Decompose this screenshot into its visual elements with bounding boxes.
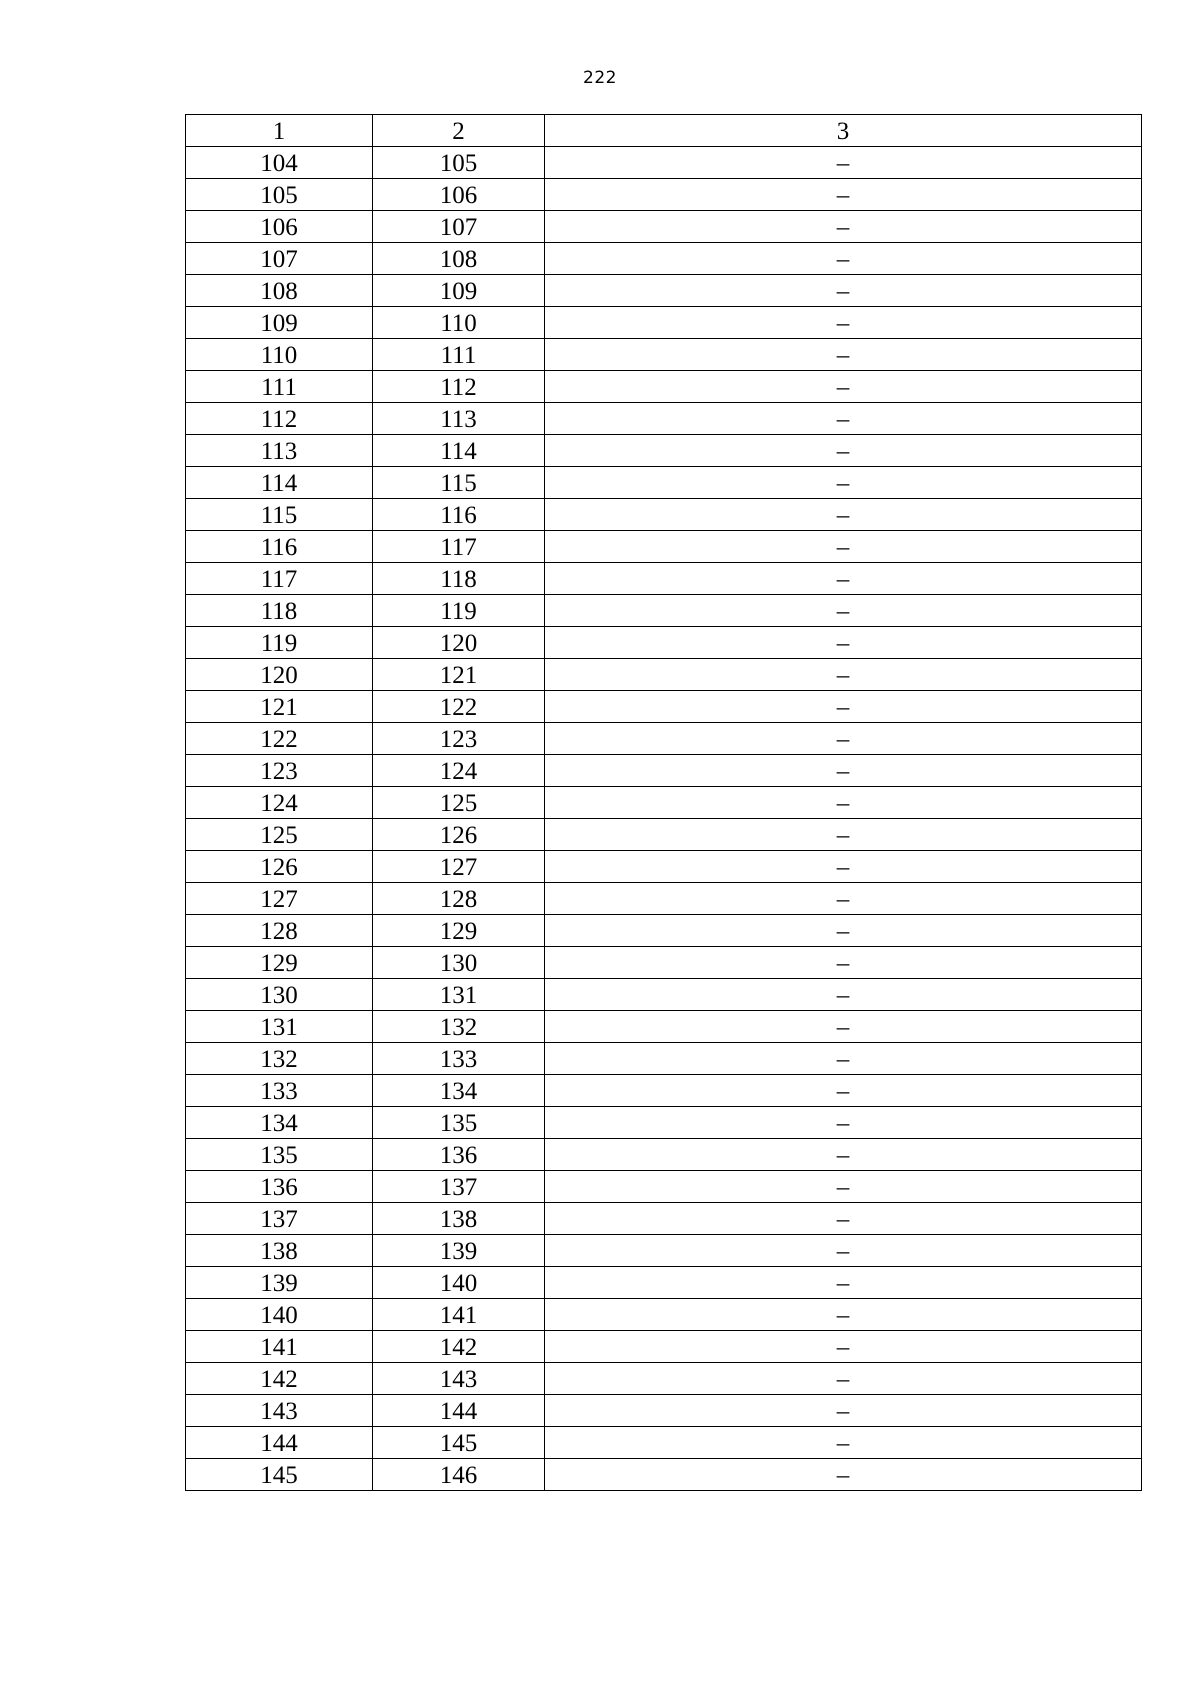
table-cell-col-2: 129 bbox=[373, 915, 545, 947]
table-cell-col-1: 108 bbox=[186, 275, 373, 307]
table-row bbox=[186, 1171, 1142, 1203]
table-row bbox=[186, 627, 1142, 659]
table-row bbox=[186, 1139, 1142, 1171]
table-cell-col-3: – bbox=[545, 467, 1142, 499]
table-cell-col-1: 135 bbox=[186, 1139, 373, 1171]
table-cell-col-2: 108 bbox=[373, 243, 545, 275]
table-cell-col-1: 134 bbox=[186, 1107, 373, 1139]
table-cell-col-3: – bbox=[545, 1139, 1142, 1171]
table-cell-col-2: 143 bbox=[373, 1363, 545, 1395]
table-cell-col-2: 128 bbox=[373, 883, 545, 915]
table-cell-col-1: 117 bbox=[186, 563, 373, 595]
table-cell-col-3: – bbox=[545, 307, 1142, 339]
table-cell-col-1: 105 bbox=[186, 179, 373, 211]
table-cell-col-3: – bbox=[545, 1107, 1142, 1139]
table-cell-col-3: – bbox=[545, 531, 1142, 563]
table-cell-col-3: – bbox=[545, 339, 1142, 371]
table-row bbox=[186, 1011, 1142, 1043]
table-cell-col-3: – bbox=[545, 691, 1142, 723]
table-cell-col-1: 128 bbox=[186, 915, 373, 947]
table-cell-col-1: 130 bbox=[186, 979, 373, 1011]
table-cell-col-1: 145 bbox=[186, 1459, 373, 1491]
table-cell-col-1: 114 bbox=[186, 467, 373, 499]
table-cell-col-1: 143 bbox=[186, 1395, 373, 1427]
table-cell-col-1: 109 bbox=[186, 307, 373, 339]
table-cell-col-1: 129 bbox=[186, 947, 373, 979]
table-row bbox=[186, 243, 1142, 275]
table-cell-col-1: 124 bbox=[186, 787, 373, 819]
table-cell-col-2: 135 bbox=[373, 1107, 545, 1139]
table-row bbox=[186, 1203, 1142, 1235]
table-cell-col-2: 144 bbox=[373, 1395, 545, 1427]
table-cell-col-2: 114 bbox=[373, 435, 545, 467]
table-cell-col-2: 127 bbox=[373, 851, 545, 883]
table-row bbox=[186, 1075, 1142, 1107]
table-row bbox=[186, 915, 1142, 947]
table-row bbox=[186, 755, 1142, 787]
table-row bbox=[186, 819, 1142, 851]
table-row bbox=[186, 851, 1142, 883]
table-cell-col-3: – bbox=[545, 435, 1142, 467]
table-cell-col-1: 140 bbox=[186, 1299, 373, 1331]
table-cell-col-2: 140 bbox=[373, 1267, 545, 1299]
table-cell-col-2: 133 bbox=[373, 1043, 545, 1075]
table-cell-col-2: 122 bbox=[373, 691, 545, 723]
table-row bbox=[186, 1459, 1142, 1491]
table-cell-col-1: 144 bbox=[186, 1427, 373, 1459]
table-cell-col-3: – bbox=[545, 1459, 1142, 1491]
table-cell-col-1: 116 bbox=[186, 531, 373, 563]
table-row bbox=[186, 1235, 1142, 1267]
table-cell-col-3: – bbox=[545, 787, 1142, 819]
table-cell-col-1: 121 bbox=[186, 691, 373, 723]
table-row bbox=[186, 147, 1142, 179]
table-cell-col-2: 124 bbox=[373, 755, 545, 787]
table-cell-col-2: 109 bbox=[373, 275, 545, 307]
table-row bbox=[186, 979, 1142, 1011]
table-cell-col-3: – bbox=[545, 403, 1142, 435]
table-row bbox=[186, 691, 1142, 723]
table-cell-col-3: – bbox=[545, 1299, 1142, 1331]
table-cell-col-3: – bbox=[545, 723, 1142, 755]
table-cell-col-1: 127 bbox=[186, 883, 373, 915]
table-cell-col-1: 122 bbox=[186, 723, 373, 755]
table-row bbox=[186, 531, 1142, 563]
table-cell-col-3: – bbox=[545, 595, 1142, 627]
header-cell-3: 3 bbox=[545, 115, 1142, 147]
table-row bbox=[186, 1267, 1142, 1299]
table-cell-col-2: 141 bbox=[373, 1299, 545, 1331]
table-cell-col-2: 116 bbox=[373, 499, 545, 531]
table-cell-col-2: 107 bbox=[373, 211, 545, 243]
table-cell-col-1: 104 bbox=[186, 147, 373, 179]
table-cell-col-2: 132 bbox=[373, 1011, 545, 1043]
table-cell-col-3: – bbox=[545, 1363, 1142, 1395]
page-number: 222 bbox=[583, 68, 617, 88]
table-cell-col-2: 145 bbox=[373, 1427, 545, 1459]
table-cell-col-2: 112 bbox=[373, 371, 545, 403]
table-cell-col-1: 110 bbox=[186, 339, 373, 371]
table-cell-col-2: 142 bbox=[373, 1331, 545, 1363]
table-cell-col-2: 117 bbox=[373, 531, 545, 563]
table-cell-col-3: – bbox=[545, 1427, 1142, 1459]
table-cell-col-2: 106 bbox=[373, 179, 545, 211]
table-row bbox=[186, 339, 1142, 371]
table-cell-col-3: – bbox=[545, 1075, 1142, 1107]
table-cell-col-2: 146 bbox=[373, 1459, 545, 1491]
table-cell-col-3: – bbox=[545, 627, 1142, 659]
table-cell-col-2: 121 bbox=[373, 659, 545, 691]
table-row bbox=[186, 435, 1142, 467]
table-cell-col-2: 118 bbox=[373, 563, 545, 595]
table-cell-col-3: – bbox=[545, 211, 1142, 243]
table-cell-col-2: 136 bbox=[373, 1139, 545, 1171]
table-cell-col-2: 130 bbox=[373, 947, 545, 979]
table-cell-col-1: 132 bbox=[186, 1043, 373, 1075]
table-cell-col-1: 113 bbox=[186, 435, 373, 467]
table-row bbox=[186, 403, 1142, 435]
table-cell-col-2: 138 bbox=[373, 1203, 545, 1235]
table-cell-col-2: 113 bbox=[373, 403, 545, 435]
table-row bbox=[186, 1331, 1142, 1363]
table-row bbox=[186, 947, 1142, 979]
table-cell-col-1: 126 bbox=[186, 851, 373, 883]
table-cell-col-2: 111 bbox=[373, 339, 545, 371]
table-cell-col-3: – bbox=[545, 1267, 1142, 1299]
table-cell-col-3: – bbox=[545, 179, 1142, 211]
table-cell-col-1: 118 bbox=[186, 595, 373, 627]
table-row bbox=[186, 659, 1142, 691]
table-cell-col-2: 123 bbox=[373, 723, 545, 755]
table-row bbox=[186, 1427, 1142, 1459]
table-cell-col-2: 126 bbox=[373, 819, 545, 851]
table-cell-col-1: 111 bbox=[186, 371, 373, 403]
table-cell-col-1: 142 bbox=[186, 1363, 373, 1395]
table-cell-col-2: 137 bbox=[373, 1171, 545, 1203]
table-cell-col-3: – bbox=[545, 1235, 1142, 1267]
table-cell-col-3: – bbox=[545, 947, 1142, 979]
table-cell-col-2: 115 bbox=[373, 467, 545, 499]
table-cell-col-1: 107 bbox=[186, 243, 373, 275]
table-cell-col-2: 119 bbox=[373, 595, 545, 627]
table-cell-col-1: 137 bbox=[186, 1203, 373, 1235]
table-cell-col-2: 134 bbox=[373, 1075, 545, 1107]
table-row bbox=[186, 179, 1142, 211]
table-header-row bbox=[186, 115, 1142, 147]
header-cell-1: 1 bbox=[186, 115, 373, 147]
table-row bbox=[186, 1299, 1142, 1331]
table-cell-col-3: – bbox=[545, 979, 1142, 1011]
table-cell-col-1: 131 bbox=[186, 1011, 373, 1043]
table-row bbox=[186, 1395, 1142, 1427]
table-row bbox=[186, 467, 1142, 499]
table-cell-col-3: – bbox=[545, 659, 1142, 691]
table-row bbox=[186, 883, 1142, 915]
table-cell-col-3: – bbox=[545, 1171, 1142, 1203]
table-cell-col-2: 105 bbox=[373, 147, 545, 179]
table-cell-col-2: 110 bbox=[373, 307, 545, 339]
table-row bbox=[186, 1363, 1142, 1395]
table-row bbox=[186, 275, 1142, 307]
table-cell-col-3: – bbox=[545, 1331, 1142, 1363]
table-row bbox=[186, 563, 1142, 595]
table-cell-col-3: – bbox=[545, 371, 1142, 403]
table-row bbox=[186, 723, 1142, 755]
table-cell-col-1: 139 bbox=[186, 1267, 373, 1299]
table-cell-col-3: – bbox=[545, 883, 1142, 915]
table-cell-col-3: – bbox=[545, 851, 1142, 883]
table-cell-col-2: 125 bbox=[373, 787, 545, 819]
table-cell-col-3: – bbox=[545, 275, 1142, 307]
table-row bbox=[186, 211, 1142, 243]
table-cell-col-3: – bbox=[545, 147, 1142, 179]
table-cell-col-1: 123 bbox=[186, 755, 373, 787]
table-row bbox=[186, 371, 1142, 403]
header-cell-2: 2 bbox=[373, 115, 545, 147]
table-cell-col-3: – bbox=[545, 755, 1142, 787]
table-cell-col-1: 125 bbox=[186, 819, 373, 851]
table-cell-col-3: – bbox=[545, 1203, 1142, 1235]
table-cell-col-1: 136 bbox=[186, 1171, 373, 1203]
table-cell-col-3: – bbox=[545, 1011, 1142, 1043]
table-cell-col-2: 131 bbox=[373, 979, 545, 1011]
table-cell-col-1: 138 bbox=[186, 1235, 373, 1267]
table-row bbox=[186, 595, 1142, 627]
table-cell-col-2: 139 bbox=[373, 1235, 545, 1267]
table-cell-col-1: 141 bbox=[186, 1331, 373, 1363]
table-row bbox=[186, 1043, 1142, 1075]
table-cell-col-3: – bbox=[545, 1043, 1142, 1075]
table-row bbox=[186, 787, 1142, 819]
table-cell-col-3: – bbox=[545, 499, 1142, 531]
table-cell-col-3: – bbox=[545, 1395, 1142, 1427]
table-cell-col-3: – bbox=[545, 819, 1142, 851]
table-cell-col-1: 115 bbox=[186, 499, 373, 531]
table-cell-col-1: 119 bbox=[186, 627, 373, 659]
table-cell-col-1: 133 bbox=[186, 1075, 373, 1107]
table-cell-col-3: – bbox=[545, 563, 1142, 595]
table-cell-col-1: 112 bbox=[186, 403, 373, 435]
table-body bbox=[186, 115, 1142, 1491]
data-table bbox=[185, 114, 1142, 1491]
table-cell-col-1: 106 bbox=[186, 211, 373, 243]
table-cell-col-3: – bbox=[545, 243, 1142, 275]
table-cell-col-3: – bbox=[545, 915, 1142, 947]
table-row bbox=[186, 1107, 1142, 1139]
table-row bbox=[186, 499, 1142, 531]
table-cell-col-1: 120 bbox=[186, 659, 373, 691]
table-row bbox=[186, 307, 1142, 339]
table-cell-col-2: 120 bbox=[373, 627, 545, 659]
